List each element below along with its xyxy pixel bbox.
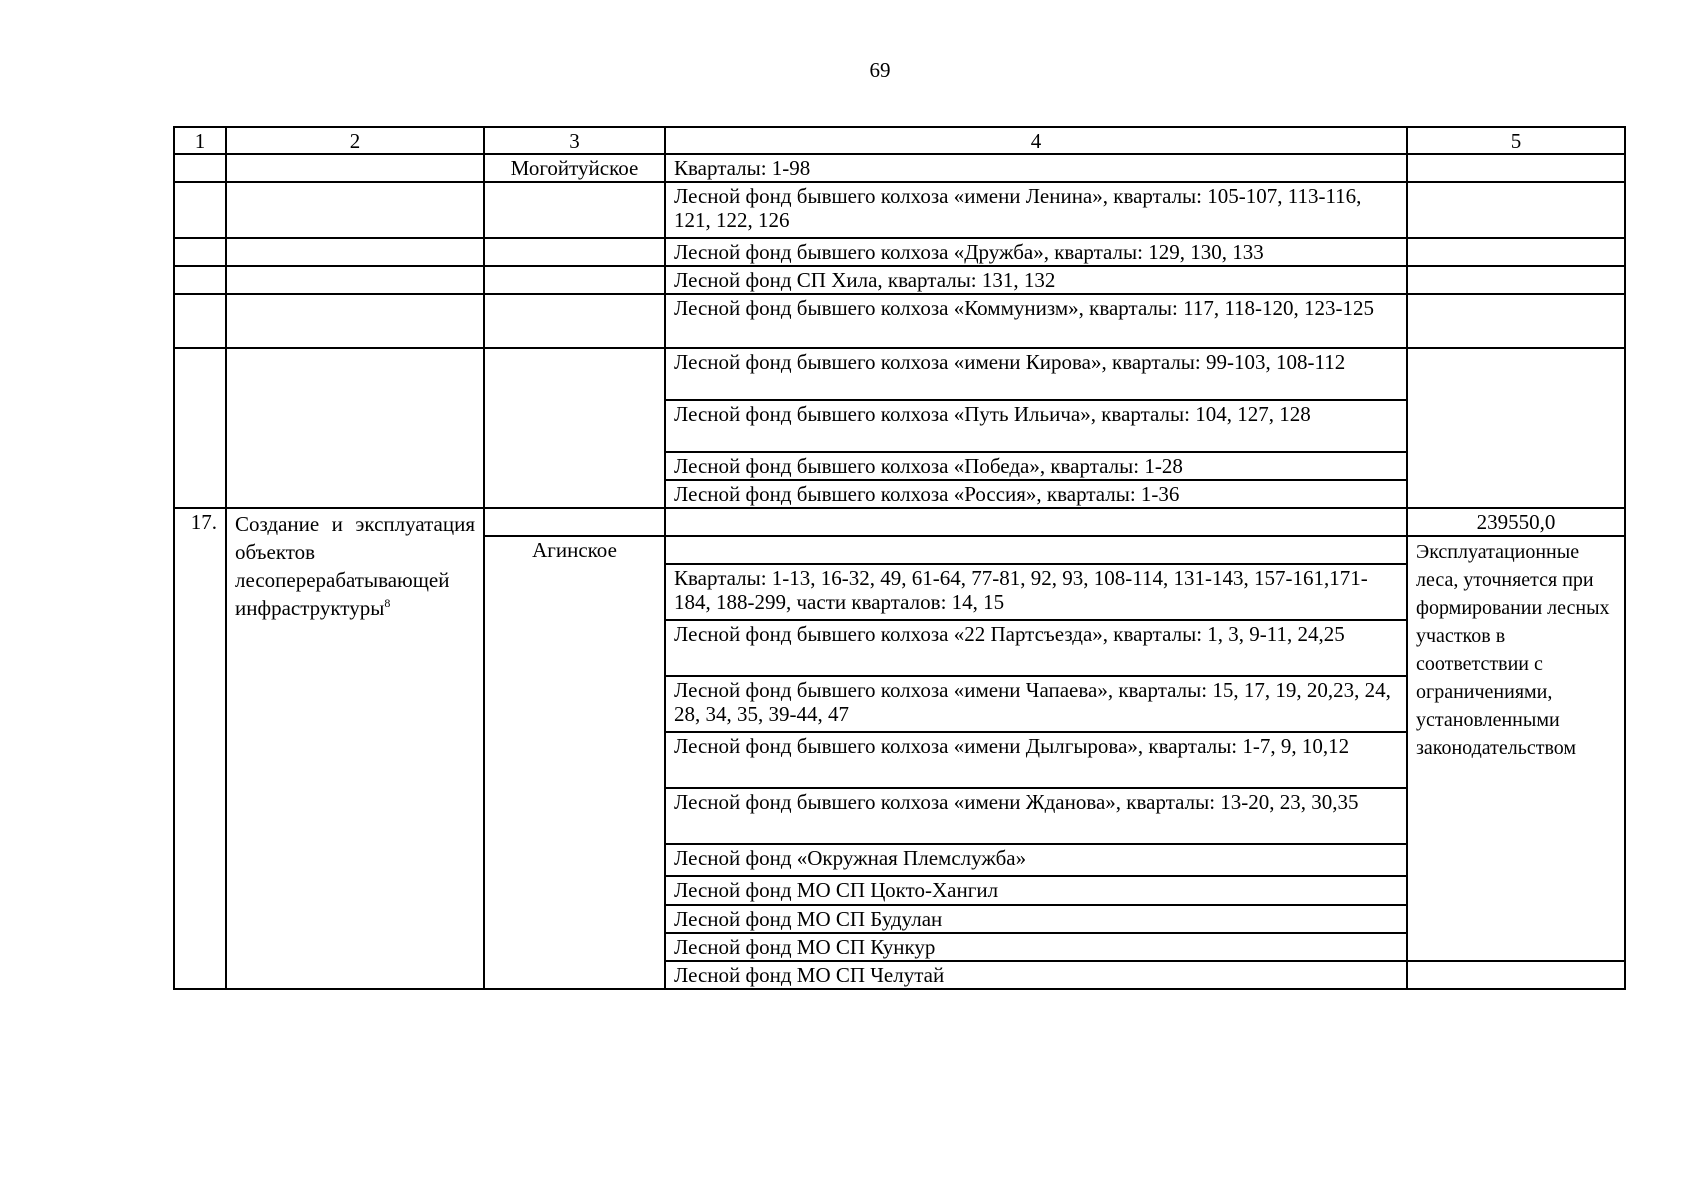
page-number: 69 bbox=[869, 58, 891, 82]
cell-quarters: Лесной фонд МО СП Цокто-Хангил bbox=[665, 876, 1407, 905]
cell-quarters bbox=[665, 536, 1407, 564]
cell-quarters bbox=[665, 508, 1407, 536]
table-row bbox=[174, 182, 1625, 238]
allocation-table bbox=[173, 126, 1626, 990]
cell-forestry: Агинское bbox=[484, 536, 665, 989]
header-col-1: 1 bbox=[174, 127, 226, 154]
cell-task bbox=[226, 154, 484, 182]
cell-forestry: Могойтуйское bbox=[484, 154, 665, 182]
footnote-ref: 8 bbox=[384, 596, 391, 610]
cell-number: 17. bbox=[174, 508, 226, 989]
header-col-3: 3 bbox=[484, 127, 665, 154]
cell-quarters: Лесной фонд бывшего колхоза «Коммунизм», кварталы: 117, 118-120, 123-125 bbox=[665, 294, 1407, 348]
cell-quarters: Лесной фонд бывшего колхоза «имени Чапаева», кварталы: 15, 17, 19, 20,23, 24, 28, 34, 35, 39-44, 47 bbox=[665, 676, 1407, 732]
header-row bbox=[174, 127, 1625, 154]
cell-quarters: Лесной фонд бывшего колхоза «Путь Ильича», кварталы: 104, 127, 128 bbox=[665, 400, 1407, 452]
cell-quarters: Кварталы: 1-98 bbox=[665, 154, 1407, 182]
cell-quarters: Лесной фонд МО СП Челутай bbox=[665, 961, 1407, 989]
cell-quarters: Лесной фонд бывшего колхоза «Россия», кварталы: 1-36 bbox=[665, 480, 1407, 508]
cell-quarters: Лесной фонд МО СП Будулан bbox=[665, 905, 1407, 933]
cell-quarters: Лесной фонд МО СП Кункур bbox=[665, 933, 1407, 961]
cell-number bbox=[174, 154, 226, 182]
cell-note bbox=[1407, 961, 1625, 989]
header-col-5: 5 bbox=[1407, 127, 1625, 154]
header-col-4: 4 bbox=[665, 127, 1407, 154]
table-row bbox=[174, 266, 1625, 294]
table-row bbox=[174, 508, 1625, 536]
cell-quarters: Кварталы: 1-13, 16-32, 49, 61-64, 77-81, 92, 93, 108-114, 131-143, 157-161,171-184, 188-299, части кварталов: 14, 15 bbox=[665, 564, 1407, 620]
task-text: Создание и эксплуатация объектов лесоперерабатывающей инфраструктуры bbox=[235, 512, 475, 620]
cell-quarters: Лесной фонд бывшего колхоза «Победа», кварталы: 1-28 bbox=[665, 452, 1407, 480]
cell-forestry bbox=[484, 508, 665, 536]
cell-quarters: Лесной фонд бывшего колхоза «имени Дылгырова», кварталы: 1-7, 9, 10,12 bbox=[665, 732, 1407, 788]
cell-area: 239550,0 bbox=[1407, 508, 1625, 536]
cell-quarters: Лесной фонд бывшего колхоза «имени Кирова», кварталы: 99-103, 108-112 bbox=[665, 348, 1407, 400]
cell-note bbox=[1407, 154, 1625, 182]
cell-note: Эксплуатационные леса, уточняется при формировании лесных участков в соответствии с ограничениями, установленными законодательством bbox=[1407, 536, 1625, 961]
header-col-2: 2 bbox=[226, 127, 484, 154]
cell-quarters: Лесной фонд бывшего колхоза «имени Жданова», кварталы: 13-20, 23, 30,35 bbox=[665, 788, 1407, 844]
table-row bbox=[174, 348, 1625, 400]
cell-task bbox=[226, 508, 484, 989]
cell-quarters: Лесной фонд бывшего колхоза «22 Партсъезда», кварталы: 1, 3, 9-11, 24,25 bbox=[665, 620, 1407, 676]
table-row bbox=[174, 294, 1625, 348]
cell-quarters: Лесной фонд СП Хила, кварталы: 131, 132 bbox=[665, 266, 1407, 294]
table-row bbox=[174, 238, 1625, 266]
cell-quarters: Лесной фонд бывшего колхоза «Дружба», кварталы: 129, 130, 133 bbox=[665, 238, 1407, 266]
cell-quarters: Лесной фонд «Окружная Племслужба» bbox=[665, 844, 1407, 876]
table-row bbox=[174, 154, 1625, 182]
cell-quarters: Лесной фонд бывшего колхоза «имени Ленина», кварталы: 105-107, 113-116, 121, 122, 126 bbox=[665, 182, 1407, 238]
